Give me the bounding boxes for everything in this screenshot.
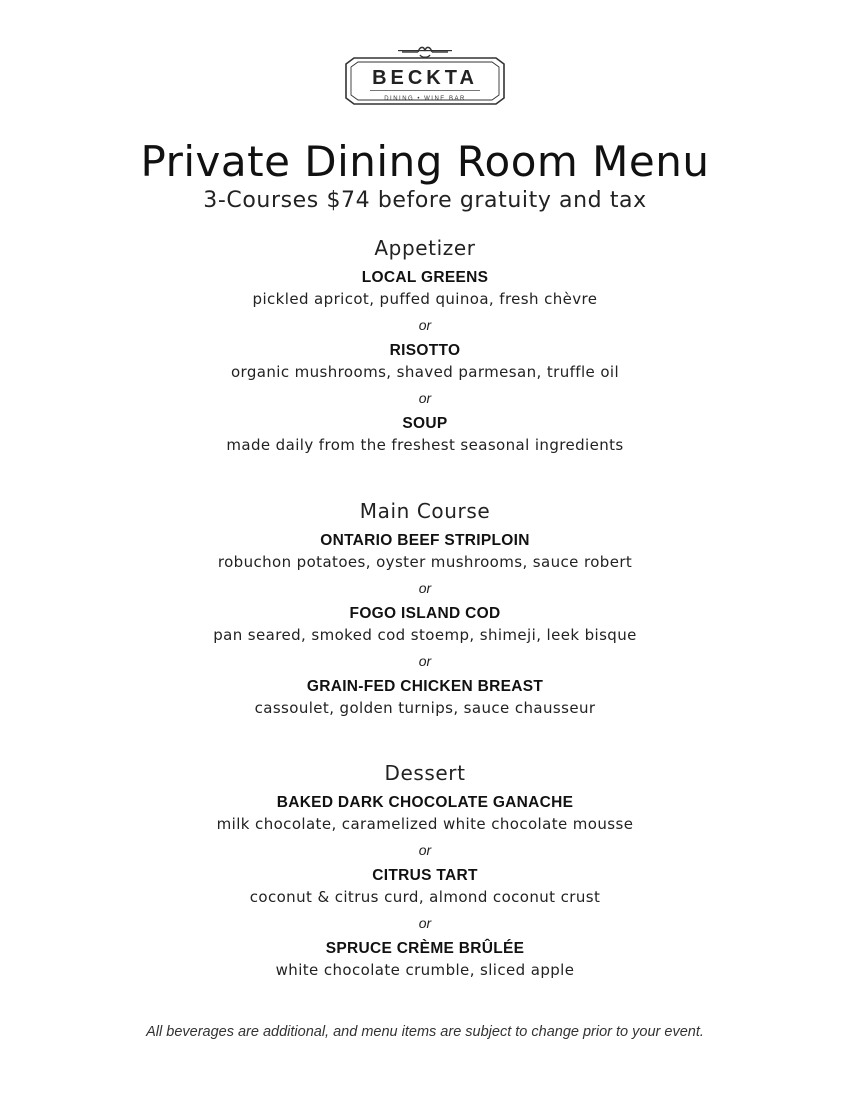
dish-name: ONTARIO BEEF STRIPLOIN <box>320 532 530 549</box>
dish-name: FOGO ISLAND COD <box>349 605 501 622</box>
logo-wordmark: BECKTA <box>372 67 478 89</box>
or-separator: or <box>418 915 432 931</box>
dish-name: GRAIN-FED CHICKEN BREAST <box>306 678 544 695</box>
ornament-icon <box>402 47 448 57</box>
or-separator: or <box>418 390 432 406</box>
or-separator: or <box>418 317 432 333</box>
section-heading: Dessert <box>384 761 466 785</box>
page-subtitle: 3-Courses $74 before gratuity and tax <box>203 188 647 213</box>
logo-tagline: DINING • WINE BAR <box>384 96 466 102</box>
dish-name: RISOTTO <box>389 342 461 359</box>
dish-name: LOCAL GREENS <box>361 269 489 286</box>
dish-description: white chocolate crumble, sliced apple <box>275 961 575 979</box>
or-separator: or <box>418 580 432 596</box>
dish-description: milk chocolate, caramelized white chocolate mousse <box>216 815 634 833</box>
dish-description: pickled apricot, puffed quinoa, fresh chèvre <box>252 290 598 308</box>
section-appetizer <box>0 234 850 456</box>
or-separator: or <box>418 653 432 669</box>
dish-name: SOUP <box>402 415 448 432</box>
or-separator: or <box>418 842 432 858</box>
section-main-course <box>0 497 850 719</box>
dish-name: SPRUCE CRÈME BRÛLÉE <box>325 940 525 957</box>
beckta-logo <box>0 44 850 110</box>
dish-description: pan seared, smoked cod stoemp, shimeji, leek bisque <box>213 626 637 644</box>
logo-badge <box>340 44 510 110</box>
section-heading: Appetizer <box>374 236 476 260</box>
dish-description: made daily from the freshest seasonal ingredients <box>226 436 624 454</box>
dish-description: cassoulet, golden turnips, sauce chausseur <box>254 699 596 717</box>
section-heading: Main Course <box>359 499 491 523</box>
page-title: Private Dining Room Menu <box>140 137 710 186</box>
dish-name: CITRUS TART <box>372 867 478 884</box>
dish-name: BAKED DARK CHOCOLATE GANACHE <box>276 794 574 811</box>
dish-description: coconut & citrus curd, almond coconut crust <box>249 888 601 906</box>
section-dessert <box>0 759 850 981</box>
dish-description: organic mushrooms, shaved parmesan, truffle oil <box>230 363 620 381</box>
dish-description: robuchon potatoes, oyster mushrooms, sauce robert <box>217 553 633 571</box>
footer-note: All beverages are additional, and menu items are subject to change prior to your event. <box>146 1024 704 1040</box>
